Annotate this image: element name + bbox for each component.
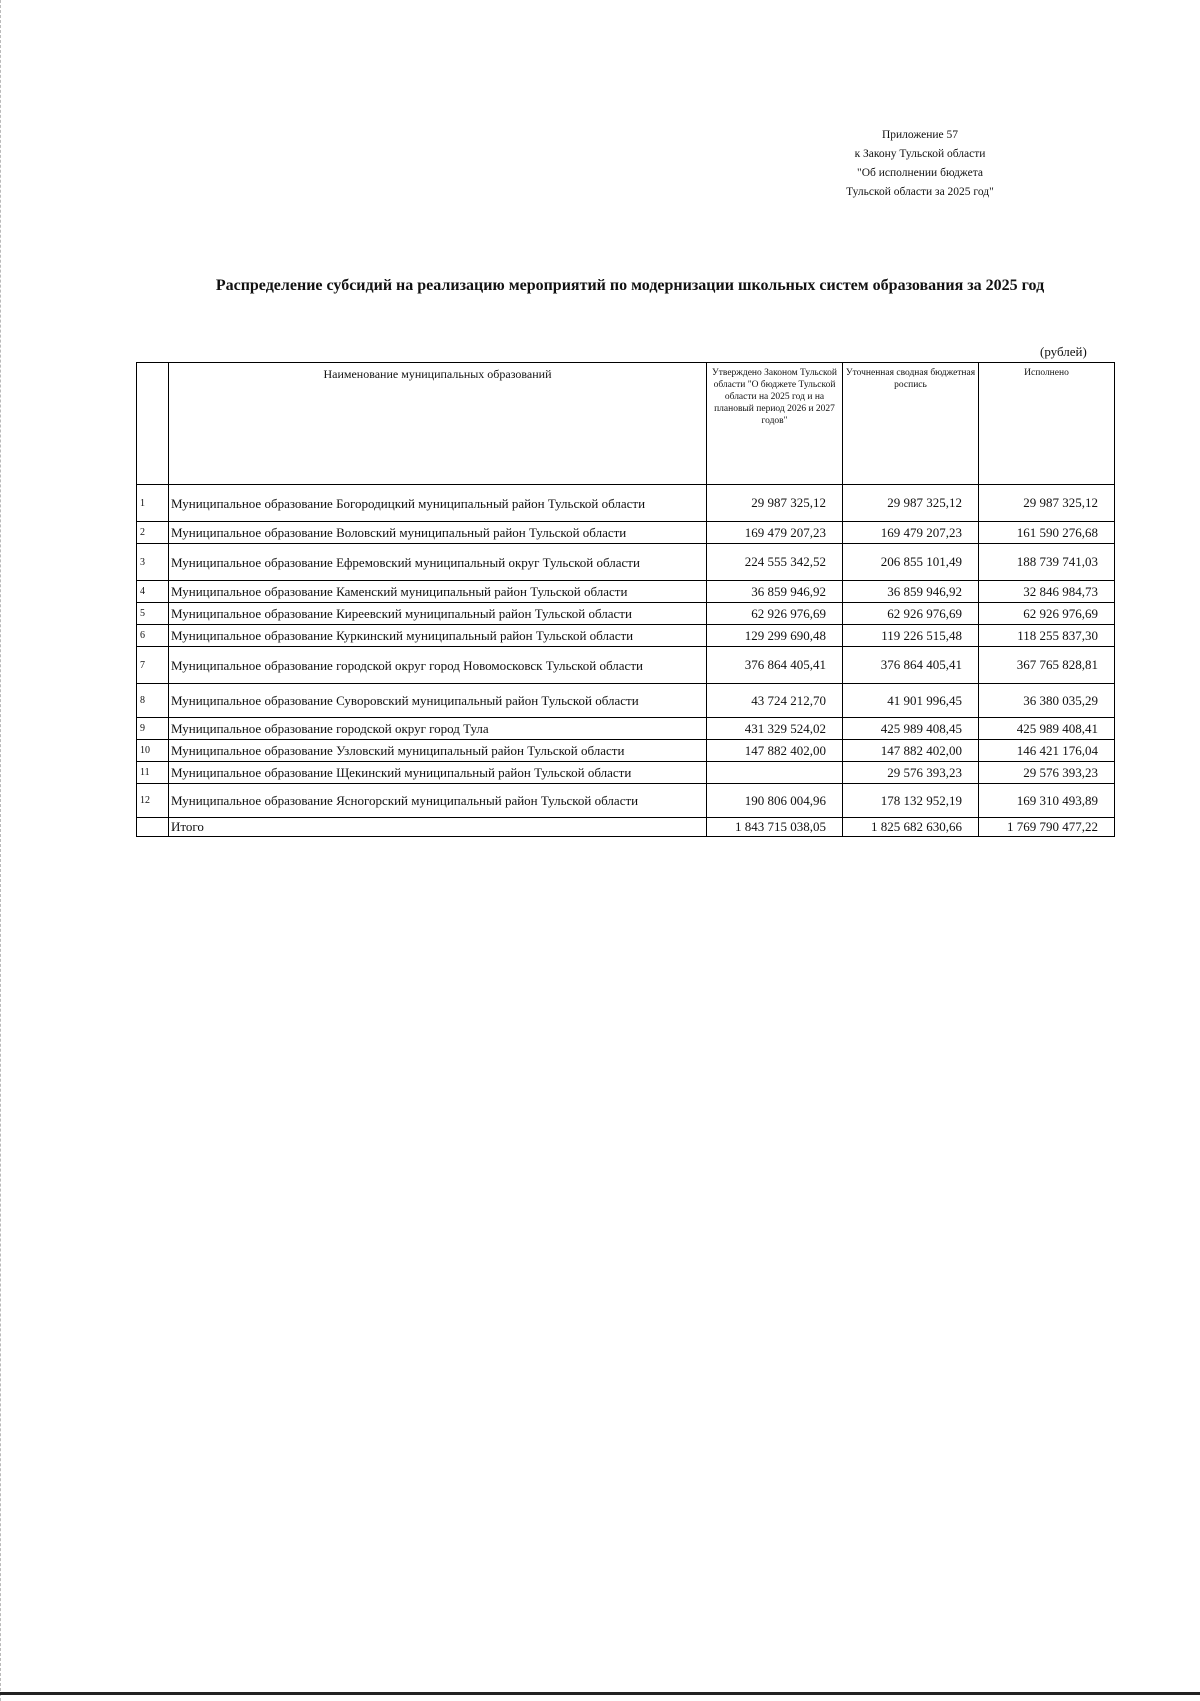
table-total-row — [137, 818, 1115, 837]
row-name: Муниципальное образование Суворовский муниципальный район Тульской области — [169, 684, 707, 718]
row-number: 8 — [137, 684, 169, 718]
row-approved: 431 329 524,02 — [707, 718, 843, 740]
table-row — [137, 544, 1115, 581]
row-refined: 29 576 393,23 — [843, 762, 979, 784]
row-name: Муниципальное образование Киреевский муниципальный район Тульской области — [169, 603, 707, 625]
row-number: 2 — [137, 522, 169, 544]
row-executed: 29 576 393,23 — [979, 762, 1115, 784]
row-number: 5 — [137, 603, 169, 625]
table-row — [137, 603, 1115, 625]
row-refined: 376 864 405,41 — [843, 647, 979, 684]
row-name: Муниципальное образование Щекинский муниципальный район Тульской области — [169, 762, 707, 784]
table-row — [137, 581, 1115, 603]
row-executed: 36 380 035,29 — [979, 684, 1115, 718]
page-bottom-edge — [0, 1692, 1200, 1695]
row-approved: 129 299 690,48 — [707, 625, 843, 647]
page-left-edge — [0, 0, 2, 1701]
row-number: 10 — [137, 740, 169, 762]
table-row — [137, 485, 1115, 522]
header-number — [137, 363, 169, 485]
header-executed: Исполнено — [979, 363, 1115, 485]
table-row — [137, 740, 1115, 762]
row-number: 1 — [137, 485, 169, 522]
total-approved: 1 843 715 038,05 — [707, 818, 843, 837]
row-approved: 169 479 207,23 — [707, 522, 843, 544]
row-name: Муниципальное образование Узловский муниципальный район Тульской области — [169, 740, 707, 762]
appendix-line: Приложение 57 — [881, 129, 959, 141]
row-approved: 29 987 325,12 — [707, 485, 843, 522]
row-number: 3 — [137, 544, 169, 581]
row-approved: 147 882 402,00 — [707, 740, 843, 762]
table-header-row — [137, 363, 1115, 485]
row-number: 6 — [137, 625, 169, 647]
row-refined: 178 132 952,19 — [843, 784, 979, 818]
row-approved: 376 864 405,41 — [707, 647, 843, 684]
row-number: 12 — [137, 784, 169, 818]
row-executed: 161 590 276,68 — [979, 522, 1115, 544]
row-approved — [707, 762, 843, 784]
row-executed: 367 765 828,81 — [979, 647, 1115, 684]
table-row — [137, 625, 1115, 647]
row-number: 9 — [137, 718, 169, 740]
row-refined: 169 479 207,23 — [843, 522, 979, 544]
header-refined: Уточненная сводная бюджетная роспись — [843, 363, 979, 485]
appendix-line: Тульской области за 2025 год" — [846, 186, 994, 198]
row-approved: 190 806 004,96 — [707, 784, 843, 818]
row-number: 4 — [137, 581, 169, 603]
row-refined: 206 855 101,49 — [843, 544, 979, 581]
row-name: Муниципальное образование Богородицкий муниципальный район Тульской области — [169, 485, 707, 522]
row-executed: 146 421 176,04 — [979, 740, 1115, 762]
row-refined: 41 901 996,45 — [843, 684, 979, 718]
row-executed: 425 989 408,41 — [979, 718, 1115, 740]
row-refined: 29 987 325,12 — [843, 485, 979, 522]
total-executed: 1 769 790 477,22 — [979, 818, 1115, 837]
row-approved: 43 724 212,70 — [707, 684, 843, 718]
row-refined: 62 926 976,69 — [843, 603, 979, 625]
row-refined: 36 859 946,92 — [843, 581, 979, 603]
row-name: Муниципальное образование Ефремовский муниципальный округ Тульской области — [169, 544, 707, 581]
row-name: Муниципальное образование Ясногорский муниципальный район Тульской области — [169, 784, 707, 818]
table-row — [137, 522, 1115, 544]
table-row — [137, 718, 1115, 740]
document-title: Распределение субсидий на реализацию мероприятий по модернизации школьных систем образования за 2025 год — [215, 277, 1045, 294]
row-executed: 32 846 984,73 — [979, 581, 1115, 603]
row-refined: 119 226 515,48 — [843, 625, 979, 647]
row-executed: 169 310 493,89 — [979, 784, 1115, 818]
header-approved: Утверждено Законом Тульской области "О бюджете Тульской области на 2025 год и на плановый период 2026 и 2027 годов" — [707, 363, 843, 485]
row-executed: 188 739 741,03 — [979, 544, 1115, 581]
total-number — [137, 818, 169, 837]
header-name: Наименование муниципальных образований — [169, 363, 707, 485]
row-number: 7 — [137, 647, 169, 684]
row-refined: 425 989 408,45 — [843, 718, 979, 740]
row-approved: 36 859 946,92 — [707, 581, 843, 603]
table-row — [137, 647, 1115, 684]
table-row — [137, 684, 1115, 718]
row-name: Муниципальное образование Воловский муниципальный район Тульской области — [169, 522, 707, 544]
row-refined: 147 882 402,00 — [843, 740, 979, 762]
row-approved: 62 926 976,69 — [707, 603, 843, 625]
row-executed: 29 987 325,12 — [979, 485, 1115, 522]
row-executed: 118 255 837,30 — [979, 625, 1115, 647]
appendix-line: "Об исполнении бюджета — [857, 167, 983, 179]
row-name: Муниципальное образование городской округ город Новомосковск Тульской области — [169, 647, 707, 684]
table-row — [137, 762, 1115, 784]
row-name: Муниципальное образование Куркинский муниципальный район Тульской области — [169, 625, 707, 647]
row-name: Муниципальное образование Каменский муниципальный район Тульской области — [169, 581, 707, 603]
table-row — [137, 784, 1115, 818]
row-number: 11 — [137, 762, 169, 784]
subsidy-table — [136, 362, 1115, 837]
row-name: Муниципальное образование городской округ город Тула — [169, 718, 707, 740]
row-executed: 62 926 976,69 — [979, 603, 1115, 625]
units-label: (рублей) — [1040, 344, 1087, 359]
total-refined: 1 825 682 630,66 — [843, 818, 979, 837]
row-approved: 224 555 342,52 — [707, 544, 843, 581]
appendix-line: к Закону Тульской области — [854, 148, 986, 160]
total-label: Итого — [169, 818, 707, 837]
appendix-reference — [800, 126, 1040, 202]
